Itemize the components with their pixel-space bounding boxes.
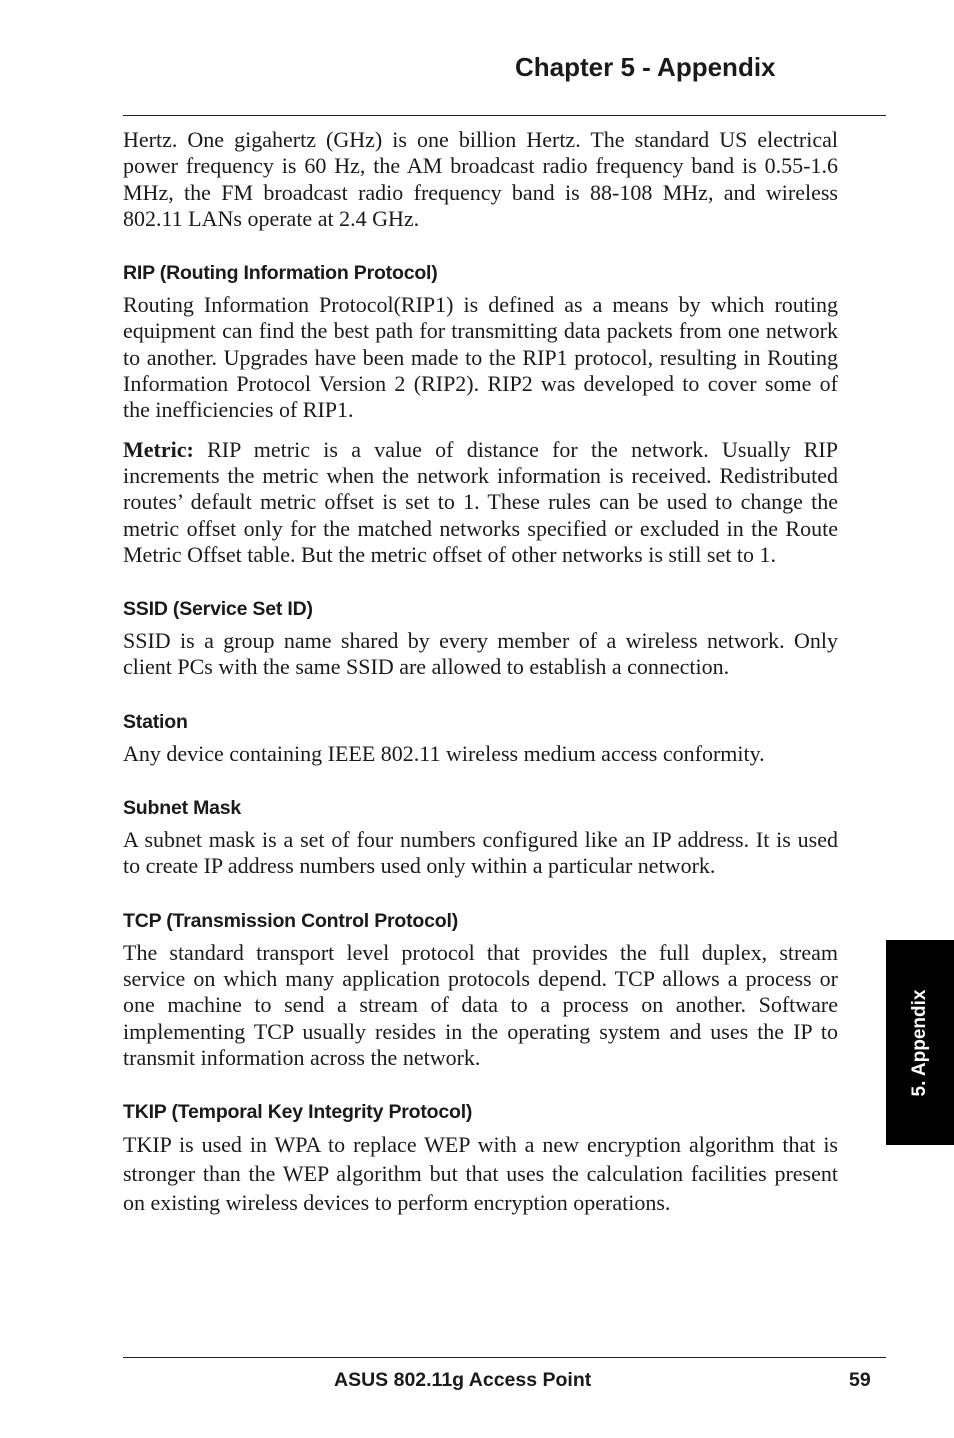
rip-heading: RIP (Routing Information Protocol) xyxy=(123,262,438,285)
tkip-paragraph: TKIP is used in WPA to replace WEP with a new encryption algorithm that is stronger than the WEP algorithm but that uses the calculation facilities present on existing wireless devices to perform encryption operations. xyxy=(123,1132,838,1215)
tcp-paragraph: The standard transport level protocol that provides the full duplex, stream service on which many application protocols depend. TCP allows a process or one machine to send a stream of data to a process on another. Software implementing TCP usually resides in the operating system and uses the IP to transmit information across the network. xyxy=(123,939,838,1070)
page-number: 59 xyxy=(849,1369,871,1391)
rip-metric-paragraph xyxy=(123,437,838,568)
side-tab-label: 5. Appendix xyxy=(909,989,930,1096)
tkip-heading: TKIP (Temporal Key Integrity Protocol) xyxy=(123,1101,473,1124)
tcp-heading: TCP (Transmission Control Protocol) xyxy=(123,909,459,932)
station-paragraph: Any device containing IEEE 802.11 wireless medium access conformity. xyxy=(123,740,765,766)
rip-paragraph: Routing Information Protocol(RIP1) is defined as a means by which routing equipment can find the best path for transmitting data packets from one network to another. Upgrades have been made to the RIP1 protocol, resulting in Routing Information Protocol Version 2 (RIP2). RIP2 was developed to cover some of the inefficiencies of RIP1. xyxy=(123,292,838,423)
footer-rule xyxy=(123,1357,886,1358)
subnet-mask-heading: Subnet Mask xyxy=(123,797,242,820)
metric-text: RIP metric is a value of distance for the network. Usually RIP increments the metric when the network information is received. Redistributed routes’ default metric offset is set to 1. These rules can be used to change the metric offset only for the matched networks specified or excluded in the Route Metric Offset table. But the metric offset of other networks is still set to 1. xyxy=(123,436,838,567)
station-heading: Station xyxy=(123,710,188,733)
footer-product-name: ASUS 802.11g Access Point xyxy=(334,1369,592,1391)
intro-paragraph: Hertz. One gigahertz (GHz) is one billion Hertz. The standard US electrical power frequency is 60 Hz, the AM broadcast radio frequency band is 0.55-1.6 MHz, the FM broadcast radio frequency band is 88-108 MHz, and wireless 802.11 LANs operate at 2.4 GHz. xyxy=(123,127,838,231)
appendix-side-tab xyxy=(886,940,954,1145)
header-rule xyxy=(123,115,886,116)
subnet-mask-paragraph: A subnet mask is a set of four numbers configured like an IP address. It is used to create IP address numbers used only within a particular network. xyxy=(123,827,838,879)
page-content xyxy=(123,127,838,1218)
ssid-paragraph: SSID is a group name shared by every member of a wireless network. Only client PCs with the same SSID are allowed to establish a connection. xyxy=(123,628,838,680)
ssid-heading: SSID (Service Set ID) xyxy=(123,598,313,621)
metric-label: Metric: xyxy=(123,436,194,462)
chapter-title: Chapter 5 - Appendix xyxy=(515,52,776,82)
